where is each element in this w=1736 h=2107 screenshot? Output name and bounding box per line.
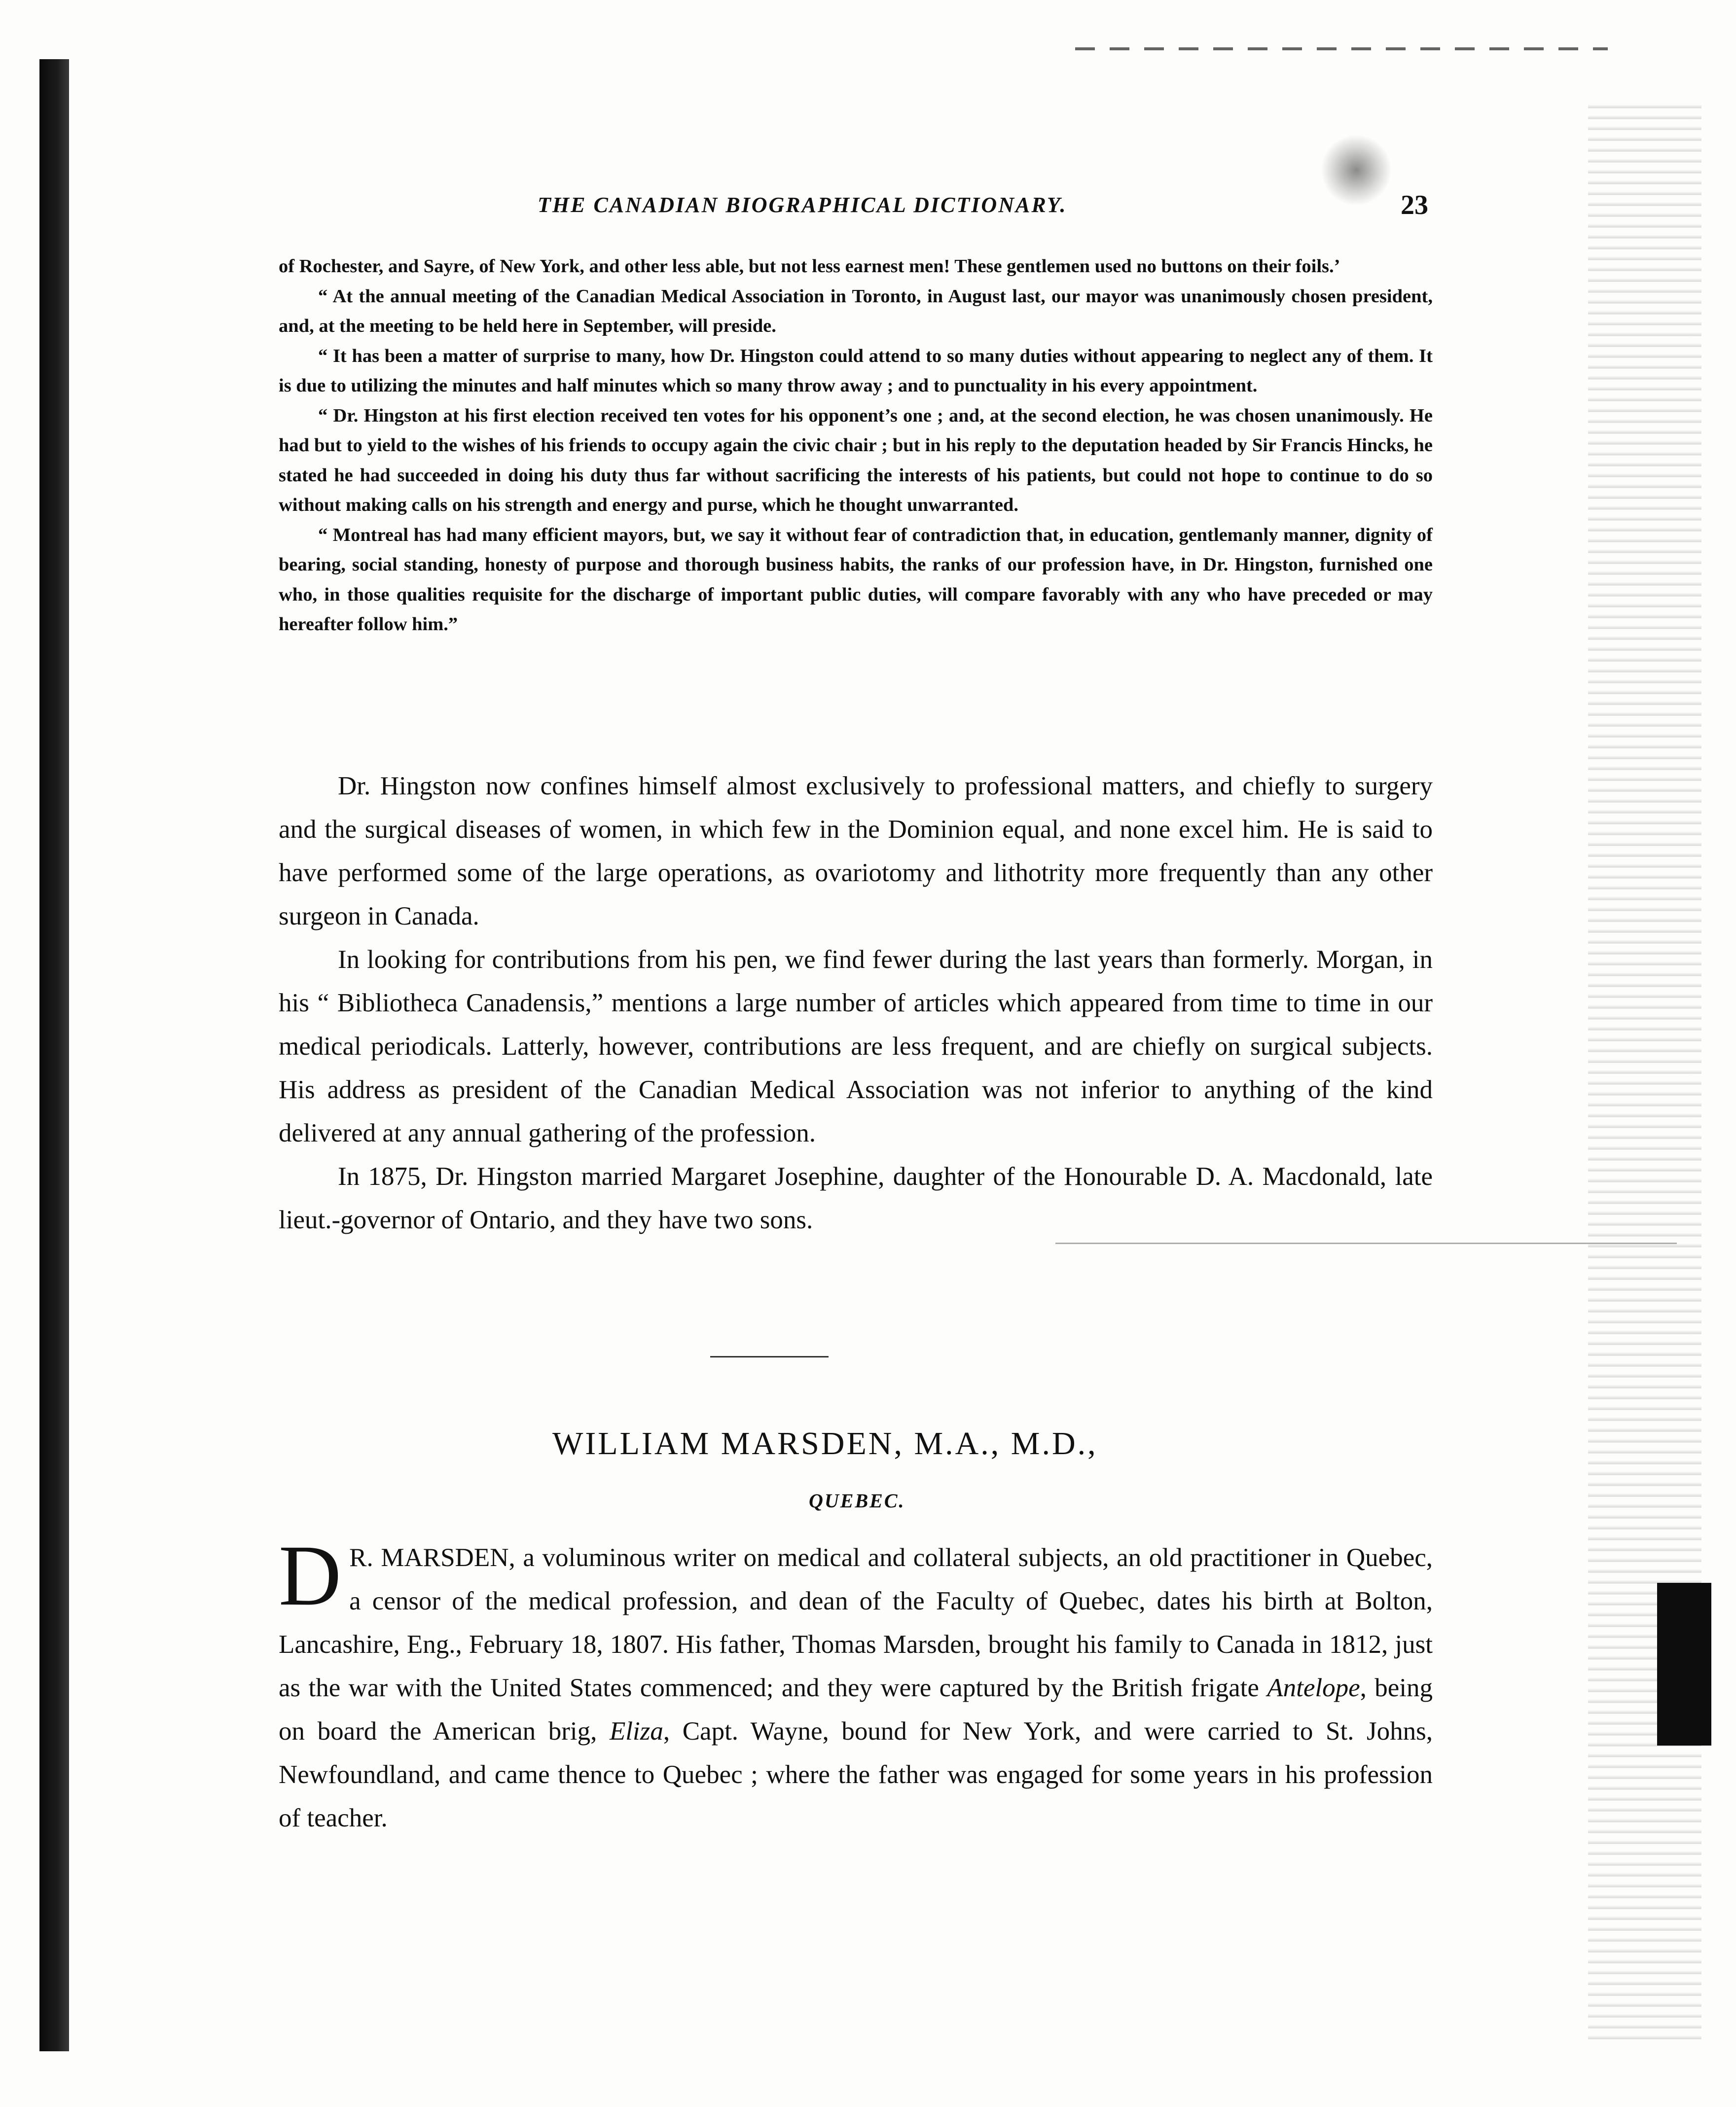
quoted-passage [279, 251, 1433, 640]
ink-smudge [1322, 133, 1391, 207]
quote-paragraph: “ It has been a matter of surprise to many, how Dr. Hingston could attend to so many duties without appearing to neglect any of them. It is due to utilizing the minutes and half minutes which so many throw away ; and to punctuality in his every appointment. [279, 345, 1433, 396]
running-head: THE CANADIAN BIOGRAPHICAL DICTIONARY. [538, 193, 1067, 217]
quote-paragraph: “ At the annual meeting of the Canadian Medical Association in Toronto, in August last, our mayor was unanimously chosen president, and, at the meeting to be held here in September, will preside. [279, 286, 1433, 336]
scan-top-rule [1075, 47, 1608, 50]
ship-name: Eliza [609, 1717, 663, 1746]
body-paragraph: In looking for contributions from his pen, we find fewer during the last years than formerly. Morgan, in his “ Bibliotheca Canadensis,” mentions a large number of articles which appeared from time to time in our medical periodicals. Latterly, however, contributions are less frequent, and are chiefly on surgical subjects. His address as president of the Canadian Medical Association was not inferior to anything of the kind delivered at any annual gathering of the profession. [279, 945, 1433, 1147]
bio-text-part: , Capt. Wayne, bound for New York, and were carried to St. Johns, Newfoundland, and came thence to Quebec ; where the father was engaged for some years in his profession of teacher. [279, 1717, 1433, 1832]
ship-name: Antelope [1267, 1674, 1360, 1702]
scan-artifact-block [1657, 1583, 1711, 1746]
body-paragraph: In 1875, Dr. Hingston married Margaret Josephine, daughter of the Honourable D. A. Macdonald, late lieut.-governor of Ontario, and they have two sons. [279, 1162, 1433, 1234]
bio-text-part: , being on board the American brig, [279, 1674, 1433, 1746]
bio-text-part: R. MARSDEN, a voluminous writer on medical and collateral subjects, an old practitioner in Quebec, a censor of the medical profession, and dean of the Faculty of Quebec, dates his birth at Bolton, Lancashire, Eng., February 18, 1807. His father, Thomas Marsden, brought his family to Canada in 1812, just as the war with the United States commenced; and they were captured by the British frigate [279, 1543, 1433, 1702]
biography-place: QUEBEC. [809, 1490, 905, 1512]
body-paragraph: Dr. Hingston now confines himself almost exclusively to professional matters, and chiefly to surgery and the surgical diseases of women, in which few in the Dominion equal, and none excel him. He is said to have performed some of the large operations, as ovariotomy and lithotrity more frequently than any other surgeon in Canada. [279, 772, 1433, 930]
body-text [279, 764, 1433, 1242]
drop-cap: D [279, 1528, 342, 1624]
fold-line [1055, 1243, 1677, 1244]
quote-paragraph: “ Dr. Hingston at his first election received ten votes for his opponent’s one ; and, at the second election, he was chosen unanimously. He had but to yield to the wishes of his friends to occupy again the civic chair ; but in his reply to the deputation headed by Sir Francis Hincks, he stated he had succeeded in doing his duty thus far without sacrificing the interests of his patients, but could not hope to continue to do so without making calls on his strength and energy and purse, which he thought unwarranted. [279, 405, 1433, 515]
biography-heading: WILLIAM MARSDEN, M.A., M.D., [552, 1426, 1098, 1462]
scan-noise [1588, 99, 1701, 2046]
quote-paragraph: of Rochester, and Sayre, of New York, and other less able, but not less earnest men! These gentlemen used no buttons on their foils.’ [279, 256, 1340, 277]
quote-paragraph: “ Montreal has had many efficient mayors, but, we say it without fear of contradiction that, in education, gentlemanly manner, dignity of bearing, social standing, honesty of purpose and thorough business habits, the ranks of our profession have, in Dr. Hingston, furnished one who, in those qualities requisite for the discharge of important public duties, will compare favorably with any who have preceded or may hereafter follow him.” [279, 524, 1433, 635]
page-number: 23 [1401, 190, 1428, 220]
biography-paragraph [279, 1528, 1433, 1840]
biography-text [279, 1528, 1433, 1840]
section-divider [710, 1356, 829, 1357]
binding-shadow [39, 59, 69, 2051]
